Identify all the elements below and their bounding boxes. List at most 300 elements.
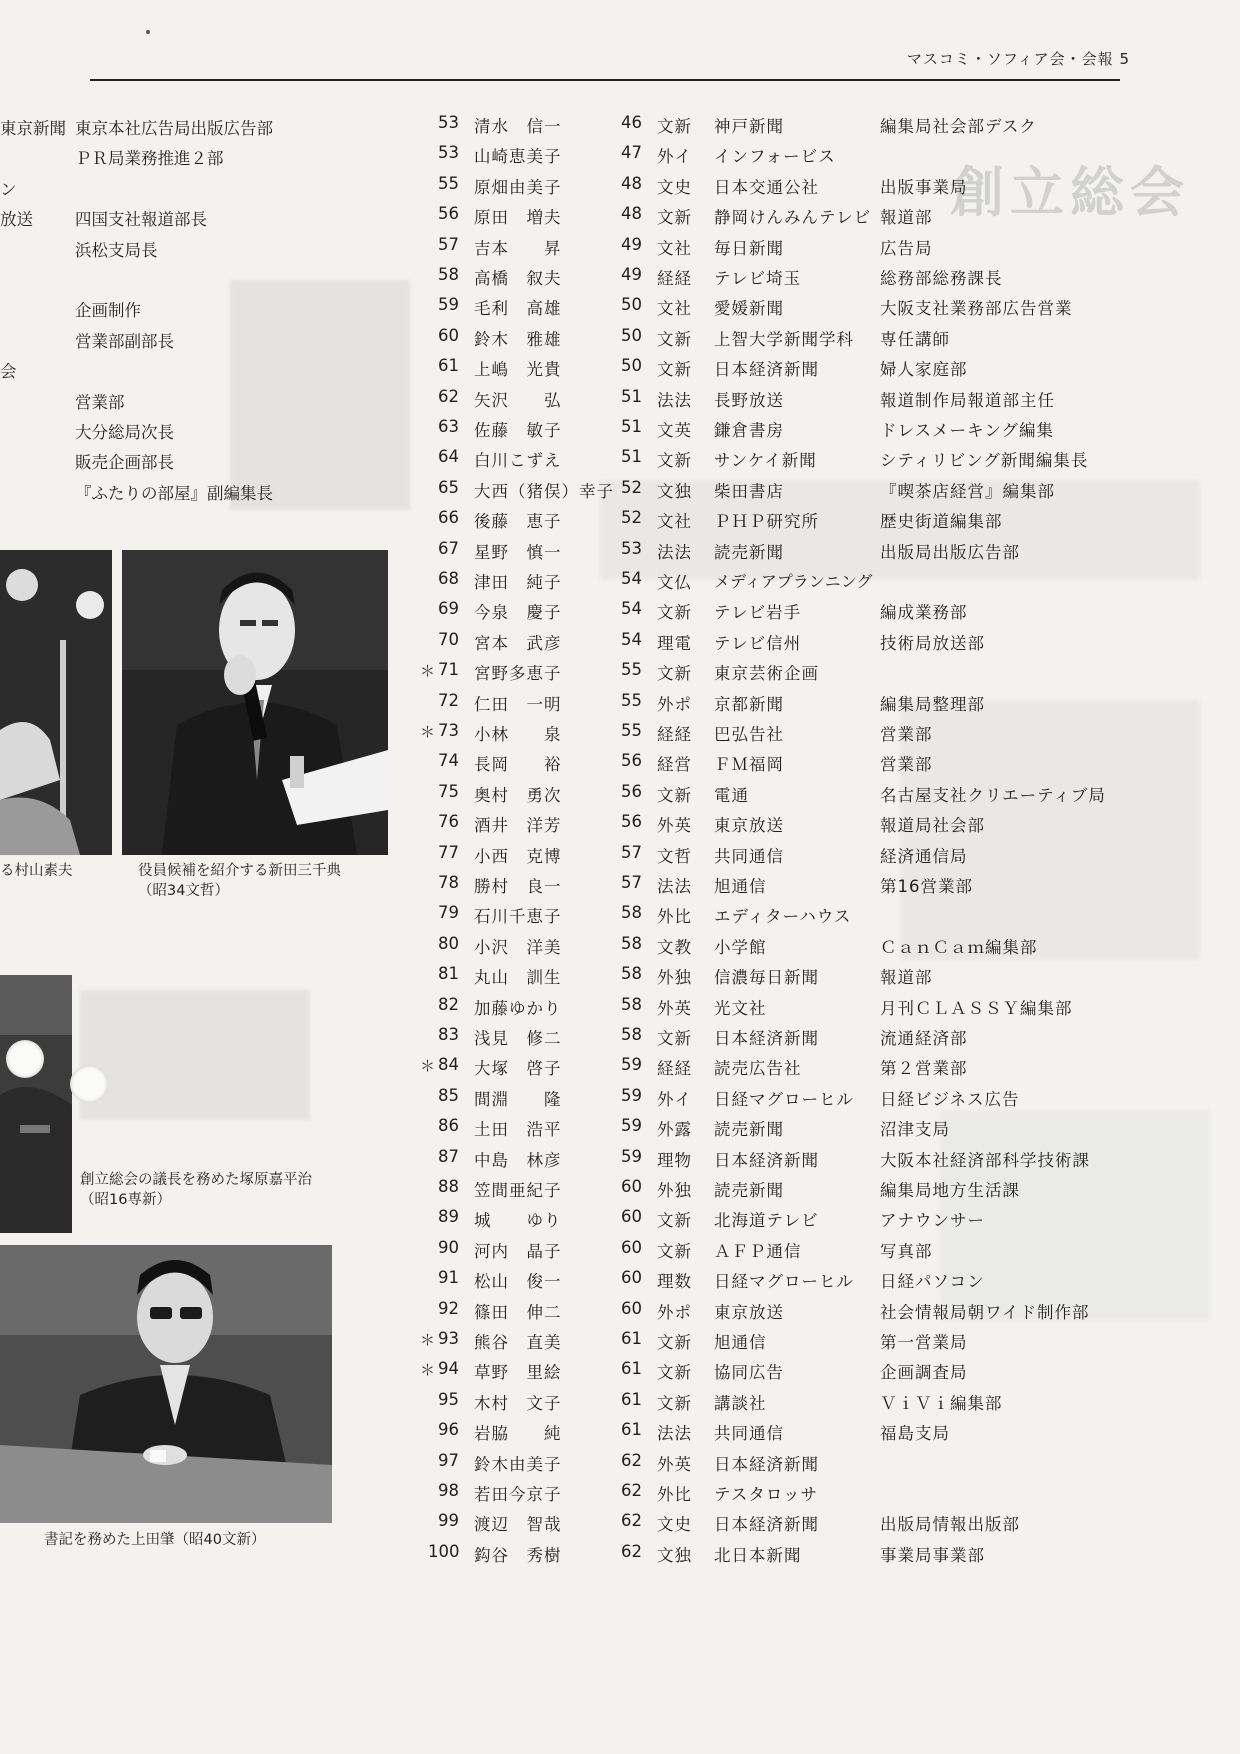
roster-organization: 共同通信 — [714, 1424, 784, 1444]
left-column-text: 営業部副部長 — [75, 331, 174, 351]
roster-name: 城 ゆり — [474, 1211, 562, 1231]
roster-number: 89 — [438, 1207, 459, 1227]
table-row — [0, 903, 1240, 933]
roster-name: 高橋 叙夫 — [474, 269, 562, 288]
roster-name: 津田 純子 — [474, 573, 562, 592]
roster-class-year: 58 — [621, 964, 642, 984]
roster-number: 96 — [438, 1420, 459, 1440]
page-header: マスコミ・ソフィア会・会報 5 — [906, 50, 1130, 68]
roster-organization: ＦＭ福岡 — [714, 755, 784, 775]
roster-division: ドレスメーキング編集 — [880, 421, 1055, 440]
roster-organization: 柴田書店 — [714, 481, 784, 501]
roster-name: 小林 泉 — [474, 725, 562, 744]
roster-number: 79 — [438, 903, 459, 923]
roster-organization: 毎日新聞 — [714, 238, 784, 258]
left-column-prefix: 会 — [0, 362, 17, 382]
roster-division: 日経ビジネス広告 — [880, 1089, 1020, 1109]
roster-division: 名古屋支社クリエーティブ局 — [880, 785, 1106, 805]
roster-department: 法法 — [657, 877, 692, 896]
roster-class-year: 54 — [621, 629, 642, 649]
roster-class-year: 52 — [621, 508, 642, 528]
roster-class-year: 59 — [621, 1116, 642, 1136]
roster-number: 88 — [438, 1177, 459, 1196]
roster-department: 文新 — [657, 1393, 692, 1413]
roster-number: 86 — [438, 1116, 459, 1136]
roster-number: 62 — [438, 386, 459, 406]
roster-organization: 読売新聞 — [714, 542, 784, 562]
roster-department: 外ポ — [657, 1302, 692, 1322]
left-column-prefix: ン — [0, 179, 17, 199]
roster-class-year: 51 — [621, 417, 642, 436]
roster-number: 100 — [428, 1541, 460, 1561]
roster-department: 経営 — [657, 755, 692, 775]
roster-name: 中島 林彦 — [474, 1150, 562, 1170]
roster-department: 文新 — [657, 603, 692, 623]
roster-department: 外比 — [657, 1485, 692, 1504]
roster-division: 福島支局 — [880, 1424, 950, 1444]
binder-hole — [70, 1065, 108, 1103]
roster-class-year: 57 — [621, 842, 642, 862]
roster-department: 文新 — [657, 329, 692, 349]
roster-department: 理物 — [657, 1150, 692, 1170]
left-column-text: 『ふたりの部屋』副編集長 — [75, 483, 273, 503]
roster-number: 73 — [438, 721, 459, 740]
roster-organization: 日本経済新聞 — [714, 1150, 819, 1170]
roster-name: 小西 克博 — [474, 846, 562, 866]
roster-class-year: 61 — [621, 1329, 642, 1348]
roster-number: 71 — [438, 660, 459, 680]
roster-number: 87 — [438, 1146, 459, 1166]
roster-name: 今泉 慶子 — [474, 603, 562, 623]
roster-number: 72 — [438, 690, 459, 710]
roster-division: 沼津支局 — [880, 1120, 950, 1140]
roster-class-year: 57 — [621, 873, 642, 892]
roster-division: 第２営業部 — [880, 1059, 968, 1079]
roster-name: 渡辺 智哉 — [474, 1515, 562, 1535]
left-column-text: 東京本社広告局出版広告部 — [75, 119, 273, 138]
roster-number: 83 — [438, 1025, 459, 1044]
roster-class-year: 60 — [621, 1298, 642, 1318]
roster-number: 81 — [438, 964, 459, 984]
roster-class-year: 60 — [621, 1177, 642, 1196]
roster-name: 星野 慎一 — [474, 542, 562, 562]
roster-division: 営業部 — [880, 725, 933, 744]
roster-number: 69 — [438, 599, 459, 619]
roster-organization: テレビ埼玉 — [714, 269, 802, 288]
roster-division: 第16営業部 — [880, 877, 973, 896]
roster-division: 報道制作局報道部主任 — [880, 390, 1055, 410]
roster-number: 55 — [438, 173, 459, 193]
roster-organization: 日本経済新聞 — [714, 1454, 819, 1474]
roster-department: 経経 — [657, 1059, 692, 1079]
roster-division: 出版局出版広告部 — [880, 542, 1020, 562]
roster-division: 流通経済部 — [880, 1029, 968, 1048]
roster-number: 77 — [438, 842, 459, 862]
roster-name: 丸山 訓生 — [474, 968, 562, 988]
roster-class-year: 52 — [621, 477, 642, 497]
roster-number: 93 — [438, 1329, 459, 1348]
roster-organization: メディアプランニング — [714, 572, 873, 591]
roster-division: 写真部 — [880, 1241, 933, 1261]
roster-organization: インフォービス — [714, 147, 836, 167]
roster-department: 外比 — [657, 907, 692, 927]
roster-division: アナウンサー — [880, 1211, 985, 1231]
photo-tsukahara — [0, 975, 72, 1233]
roster-division: 報道部 — [880, 968, 933, 988]
roster-department: 文独 — [657, 1545, 692, 1565]
roster-number: 84 — [438, 1055, 459, 1075]
table-row — [0, 356, 1240, 386]
photo-nitta-caption-line1: 役員候補を紹介する新田三千典 — [138, 863, 341, 879]
roster-number: 53 — [438, 113, 459, 132]
left-column-text: 営業部 — [75, 392, 125, 412]
roster-name: 石川千恵子 — [474, 907, 562, 927]
roster-division: 報道部 — [880, 208, 933, 228]
roster-name: 白川こずえ — [474, 451, 562, 471]
roster-number: 66 — [438, 508, 459, 528]
roster-number: 70 — [438, 629, 459, 649]
roster-organization: テスタロッサ — [714, 1485, 819, 1504]
table-row — [0, 995, 1240, 1025]
roster-name: 大西（猪俣）幸子 — [474, 481, 614, 501]
roster-organization: 電通 — [714, 785, 749, 805]
roster-name: 毛利 高雄 — [474, 299, 562, 319]
roster-department: 外イ — [657, 1089, 692, 1109]
roster-organization: 講談社 — [714, 1393, 767, 1413]
roster-mark: ＊ — [420, 1361, 436, 1380]
roster-class-year: 54 — [621, 599, 642, 619]
roster-name: 鈴木 雅雄 — [474, 329, 562, 349]
roster-mark: ＊ — [420, 1331, 436, 1349]
roster-department: 文社 — [657, 238, 692, 258]
roster-name: 宮本 武彦 — [474, 633, 562, 653]
roster-division: 技術局放送部 — [880, 633, 985, 653]
roster-name: 間淵 隆 — [474, 1089, 562, 1109]
left-column-prefix: 東京新聞 — [0, 119, 66, 138]
roster-class-year: 46 — [621, 113, 642, 132]
roster-class-year: 55 — [621, 660, 642, 680]
roster-class-year: 56 — [621, 781, 642, 801]
roster-name: 篠田 伸二 — [474, 1302, 562, 1322]
roster-department: 文新 — [657, 785, 692, 805]
roster-division: 編集局整理部 — [880, 694, 985, 714]
table-row — [0, 204, 1240, 234]
roster-division: ＶｉＶｉ編集部 — [880, 1393, 1003, 1413]
roster-division: 日経パソコン — [880, 1272, 985, 1292]
roster-number: 63 — [438, 417, 459, 436]
roster-name: 清水 信一 — [474, 117, 562, 136]
roster-mark: ＊ — [420, 1057, 436, 1076]
roster-division: 営業部 — [880, 755, 933, 775]
roster-class-year: 55 — [621, 690, 642, 710]
roster-number: 97 — [438, 1450, 459, 1470]
roster-name: 矢沢 弘 — [474, 390, 562, 410]
roster-organization: サンケイ新聞 — [714, 451, 817, 471]
roster-name: 大塚 啓子 — [474, 1059, 562, 1079]
photo-nitta-caption — [138, 861, 341, 901]
roster-class-year: 58 — [621, 1025, 642, 1044]
roster-department: 外独 — [657, 1181, 692, 1200]
roster-class-year: 56 — [621, 812, 642, 832]
roster-organization: 読売新聞 — [714, 1181, 784, 1200]
table-row — [0, 508, 1240, 538]
photo-murayama — [0, 550, 112, 855]
roster-class-year: 50 — [621, 295, 642, 315]
roster-organization: 協同広告 — [714, 1363, 784, 1383]
roster-organization: 小学館 — [714, 937, 767, 957]
table-row — [0, 478, 1240, 508]
roster-class-year: 58 — [621, 994, 642, 1014]
roster-class-year: 62 — [621, 1541, 642, 1561]
roster-number: 92 — [438, 1298, 459, 1318]
table-row — [0, 174, 1240, 204]
roster-organization: 読売新聞 — [714, 1120, 784, 1140]
roster-division: 編集局社会部デスク — [880, 117, 1037, 136]
photo-tsukahara-caption-line2: （昭16専新） — [80, 1192, 171, 1208]
table-row — [0, 934, 1240, 964]
roster-class-year: 47 — [621, 143, 642, 163]
roster-department: 外英 — [657, 1454, 692, 1474]
table-row — [0, 1116, 1240, 1146]
roster-name: 木村 文子 — [474, 1393, 562, 1413]
roster-organization: 日本経済新聞 — [714, 360, 819, 380]
photo-tsukahara-image — [0, 975, 72, 1233]
roster-class-year: 60 — [621, 1237, 642, 1257]
roster-organization: 京都新聞 — [714, 694, 784, 714]
roster-department: 文新 — [657, 117, 692, 136]
photo-ueda-image — [0, 1245, 332, 1523]
table-row — [0, 964, 1240, 994]
roster-number: 74 — [438, 751, 459, 771]
roster-division: 報道局社会部 — [880, 816, 985, 836]
roster-department: 文新 — [657, 1211, 692, 1231]
roster-organization: 光文社 — [714, 998, 767, 1018]
roster-number: 64 — [438, 447, 459, 467]
roster-organization: 読売広告社 — [714, 1059, 802, 1079]
roster-department: 文英 — [657, 421, 692, 440]
roster-department: 法法 — [657, 542, 692, 562]
roster-organization: 静岡けんみんテレビ — [714, 208, 872, 228]
roster-division: 大阪本社経済部科学技術課 — [880, 1150, 1090, 1170]
roster-class-year: 61 — [621, 1359, 642, 1379]
roster-department: 文新 — [657, 1029, 692, 1048]
roster-class-year: 51 — [621, 447, 642, 467]
roster-organization: 旭通信 — [714, 877, 767, 896]
roster-department: 外英 — [657, 998, 692, 1018]
roster-organization: 愛媛新聞 — [714, 299, 784, 319]
roster-organization: 東京芸術企画 — [714, 664, 819, 684]
roster-name: 鈎谷 秀樹 — [474, 1545, 562, 1565]
roster-number: 53 — [438, 143, 459, 163]
roster-department: 文社 — [657, 299, 692, 319]
roster-organization: 日本経済新聞 — [714, 1029, 819, 1048]
photo-nitta — [122, 550, 388, 855]
roster-name: 佐藤 敏子 — [474, 421, 562, 440]
table-row — [0, 143, 1240, 173]
roster-number: 56 — [438, 204, 459, 224]
roster-division: ＣａｎＣａｍ編集部 — [880, 937, 1038, 957]
roster-division: 広告局 — [880, 238, 933, 258]
roster-department: 文新 — [657, 1363, 692, 1383]
roster-department: 経経 — [657, 725, 692, 744]
roster-department: 理電 — [657, 633, 692, 653]
roster-division: 社会情報局朝ワイド制作部 — [880, 1302, 1090, 1322]
roster-organization: エディターハウス — [714, 907, 852, 927]
roster-name: 長岡 裕 — [474, 755, 562, 775]
roster-department: 文新 — [657, 1241, 692, 1261]
photo-murayama-caption: る村山素夫 — [0, 863, 73, 879]
roster-division: 事業局事業部 — [880, 1545, 985, 1565]
photo-tsukahara-caption — [80, 1170, 312, 1210]
roster-department: 文新 — [657, 451, 692, 471]
roster-department: 外ポ — [657, 694, 692, 714]
photo-ueda-caption: 書記を務めた上田肇（昭40文新） — [44, 1532, 266, 1548]
roster-name: 原畑由美子 — [474, 177, 562, 197]
roster-class-year: 54 — [621, 569, 642, 588]
roster-division: 大阪支社業務部広告営業 — [880, 299, 1073, 319]
table-row — [0, 1055, 1240, 1085]
roster-class-year: 55 — [621, 721, 642, 740]
roster-department: 文新 — [657, 1333, 692, 1352]
roster-mark: ＊ — [420, 723, 436, 741]
roster-number: 58 — [438, 265, 459, 284]
roster-division: 企画調査局 — [880, 1363, 968, 1383]
roster-number: 67 — [438, 538, 459, 558]
roster-division: 編集局地方生活課 — [880, 1181, 1020, 1200]
roster-class-year: 58 — [621, 933, 642, 953]
roster-organization: テレビ岩手 — [714, 603, 802, 623]
table-row — [0, 387, 1240, 417]
roster-number: 59 — [438, 295, 459, 315]
roster-department: 文独 — [657, 481, 692, 501]
roster-number: 82 — [438, 994, 459, 1014]
roster-name: 加藤ゆかり — [474, 998, 562, 1018]
left-column-text: 浜松支局長 — [75, 240, 158, 260]
roster-class-year: 51 — [621, 386, 642, 406]
roster-department: 経経 — [657, 269, 692, 288]
roster-organization: 東京放送 — [714, 1302, 784, 1322]
roster-number: 75 — [438, 781, 459, 801]
table-row — [0, 265, 1240, 295]
left-column-text: ＰＲ局業務推進２部 — [75, 149, 224, 169]
roster-division: 歴史街道編集部 — [880, 512, 1003, 532]
roster-name: 仁田 一明 — [474, 694, 562, 714]
table-row — [0, 1025, 1240, 1055]
left-column-text: 大分総局次長 — [75, 423, 174, 442]
header-rule — [90, 79, 1120, 81]
roster-name: 宮野多恵子 — [474, 664, 562, 684]
roster-department: 外イ — [657, 147, 692, 167]
roster-division: 出版事業局 — [880, 177, 968, 197]
table-row — [0, 326, 1240, 356]
roster-department: 文新 — [657, 208, 692, 228]
roster-number: 90 — [438, 1237, 459, 1257]
roster-number: 94 — [438, 1359, 459, 1379]
roster-number: 68 — [438, 569, 459, 588]
roster-name: 岩脇 純 — [474, 1424, 562, 1444]
roster-division: 専任講師 — [880, 329, 950, 349]
roster-organization: 神戸新聞 — [714, 117, 784, 136]
roster-name: 吉本 昇 — [474, 238, 562, 258]
roster-department: 外英 — [657, 816, 692, 836]
roster-department: 文仏 — [657, 573, 692, 592]
roster-name: 河内 晶子 — [474, 1241, 562, 1261]
roster-class-year: 60 — [621, 1268, 642, 1288]
roster-name: 後藤 恵子 — [474, 512, 562, 532]
table-row — [0, 417, 1240, 447]
roster-organization: ＰＨＰ研究所 — [714, 512, 819, 532]
roster-number: 95 — [438, 1389, 459, 1409]
roster-name: 勝村 良一 — [474, 877, 562, 896]
roster-class-year: 48 — [621, 173, 642, 193]
roster-name: 山崎恵美子 — [474, 147, 562, 167]
roster-mark: ＊ — [420, 662, 436, 681]
roster-number: 85 — [438, 1085, 459, 1105]
roster-organization: 日本交通公社 — [714, 177, 819, 197]
roster-name: 上嶋 光貴 — [474, 360, 562, 380]
roster-department: 文史 — [657, 177, 692, 197]
bleed-through-title: 創立総会 — [950, 161, 1190, 224]
roster-division: シティリビング新聞編集長 — [880, 451, 1089, 471]
roster-division: 月刊ＣＬＡＳＳＹ編集部 — [880, 998, 1073, 1018]
roster-organization: 日経マグローヒル — [714, 1272, 854, 1292]
roster-department: 文新 — [657, 360, 692, 380]
roster-organization: 共同通信 — [714, 846, 784, 866]
roster-name: 鈴木由美子 — [474, 1454, 562, 1474]
print-speck — [146, 30, 150, 34]
roster-class-year: 49 — [621, 265, 642, 284]
photo-nitta-image — [122, 550, 388, 855]
roster-division: 『喫茶店経営』編集部 — [880, 481, 1055, 501]
roster-organization: 信濃毎日新聞 — [714, 968, 819, 988]
photo-nitta-caption-line2: （昭34文哲） — [138, 883, 229, 899]
left-column-text: 販売企画部長 — [75, 453, 174, 473]
table-row — [0, 1086, 1240, 1116]
left-column-prefix: 放送 — [0, 210, 33, 230]
roster-number: 80 — [438, 933, 459, 953]
roster-number: 76 — [438, 812, 459, 832]
roster-division: 経済通信局 — [880, 846, 968, 866]
roster-organization: テレビ信州 — [714, 633, 802, 653]
roster-number: 91 — [438, 1268, 459, 1288]
table-row — [0, 235, 1240, 265]
roster-division: 出版局情報出版部 — [880, 1515, 1020, 1535]
roster-class-year: 49 — [621, 234, 642, 254]
table-row — [0, 113, 1240, 143]
roster-organization: 巴弘告社 — [714, 725, 784, 744]
roster-organization: 旭通信 — [714, 1333, 767, 1352]
roster-department: 文哲 — [657, 846, 692, 866]
table-row — [0, 295, 1240, 325]
roster-class-year: 61 — [621, 1420, 642, 1440]
photo-ueda — [0, 1245, 332, 1523]
roster-class-year: 62 — [621, 1481, 642, 1500]
roster-class-year: 50 — [621, 356, 642, 376]
roster-class-year: 53 — [621, 538, 642, 558]
roster-organization: 上智大学新聞学科 — [714, 329, 854, 349]
roster-organization: 東京放送 — [714, 816, 784, 836]
roster-number: 60 — [438, 325, 459, 345]
roster-class-year: 56 — [621, 751, 642, 771]
roster-name: 奥村 勇次 — [474, 785, 562, 805]
roster-department: 文史 — [657, 1515, 692, 1535]
roster-name: 熊谷 直美 — [474, 1333, 562, 1352]
roster-number: 78 — [438, 873, 459, 892]
roster-class-year: 62 — [621, 1511, 642, 1531]
roster-department: 法法 — [657, 390, 692, 410]
roster-department: 外露 — [657, 1120, 692, 1140]
roster-class-year: 59 — [621, 1146, 642, 1166]
